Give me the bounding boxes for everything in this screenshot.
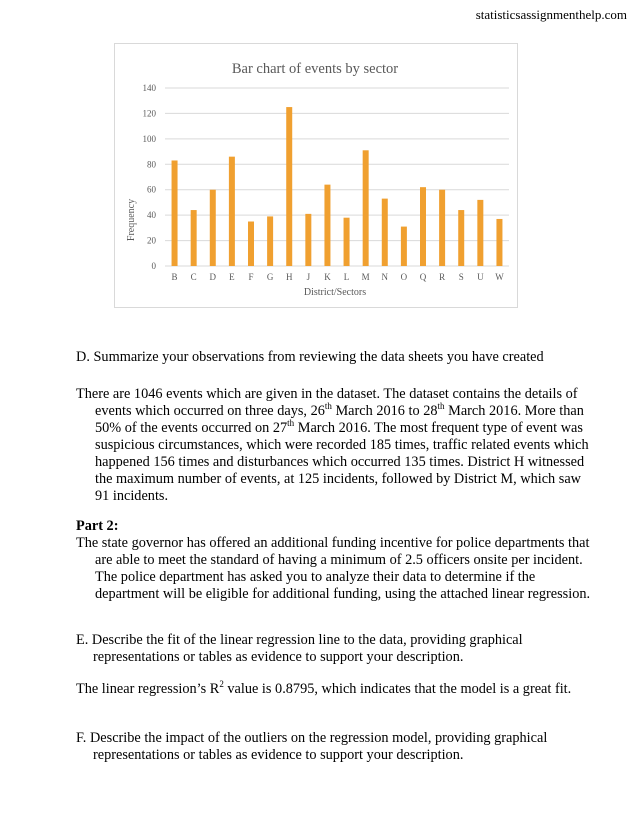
x-tick-label: E xyxy=(229,272,235,282)
answer-d-sup-2: th xyxy=(437,401,445,412)
bar-N xyxy=(382,199,388,266)
answer-e-text-1: The linear regression’s R xyxy=(76,681,220,697)
bar-Q xyxy=(420,187,426,266)
question-e: E. Describe the fit of the linear regression line to the data, providing graphical representations or tables as evidence to support your description. xyxy=(76,632,523,665)
x-tick-label: F xyxy=(248,272,254,282)
y-tick-label: 40 xyxy=(147,210,156,221)
bar-O xyxy=(401,227,407,266)
x-tick-label: O xyxy=(400,272,408,282)
answer-e xyxy=(76,681,595,698)
answer-d-text-1: There are 1046 events which are given in the dataset. The dataset contains the details of events which occurred on three days, 26 xyxy=(76,386,578,419)
chart-bars xyxy=(172,107,503,266)
bar-chart-svg xyxy=(115,44,519,309)
x-tick-label: Q xyxy=(419,272,427,282)
bar-F xyxy=(248,222,254,267)
bar-J xyxy=(305,214,311,266)
x-tick-label: W xyxy=(495,272,504,282)
answer-e-text-2: value is 0.8795, which indicates that the model is a great fit. xyxy=(223,681,572,697)
y-tick-label: 80 xyxy=(147,159,156,170)
bar-B xyxy=(172,160,178,266)
answer-e-sup: 2 xyxy=(219,679,224,690)
bar-H xyxy=(286,107,292,266)
bar-S xyxy=(458,210,464,266)
y-axis-title: Frequency xyxy=(126,198,137,242)
y-tick-label: 60 xyxy=(147,184,156,195)
bar-E xyxy=(229,157,235,266)
bar-L xyxy=(344,218,350,266)
y-tick-label: 20 xyxy=(147,235,156,246)
part2-text: The state governor has offered an additional funding incentive for police departments that are able to meet the standard of having a minimum of 2.5 officers onsite per incident. The police department has asked you to analyze their data to determine if the department will be eligible for additional funding, using the attached linear regression. xyxy=(76,535,591,602)
bar-chart xyxy=(114,43,518,308)
bar-D xyxy=(210,190,216,266)
x-tick-labels xyxy=(172,272,505,282)
x-tick-label: H xyxy=(285,272,293,282)
x-tick-label: K xyxy=(324,272,331,282)
answer-d-sup-3: th xyxy=(287,418,295,429)
x-tick-label: B xyxy=(171,272,178,282)
bar-K xyxy=(324,185,330,266)
answer-d-text-4: March 2016. The most frequent type of event was suspicious circumstances, which were recorded 185 times, traffic related events which happened 156 times and disturbances which occurred 135 times. District H witnessed the maximum number of events, at 125 incidents, followed by District M, which saw 91 incidents. xyxy=(95,420,589,504)
answer-d xyxy=(76,386,595,505)
x-tick-label: U xyxy=(477,272,484,282)
x-tick-label: N xyxy=(381,272,389,282)
x-tick-label: D xyxy=(209,272,217,282)
answer-d-text-2: March 2016 to 28 xyxy=(331,403,438,419)
question-d: D. Summarize your observations from reviewing the data sheets you have created xyxy=(76,349,544,365)
y-tick-labels xyxy=(143,83,157,271)
y-tick-label: 100 xyxy=(142,133,156,144)
x-tick-label: S xyxy=(458,272,464,282)
x-tick-label: L xyxy=(343,272,350,282)
x-axis-title: District/Sectors xyxy=(303,287,367,298)
answer-d-sup-1: th xyxy=(324,401,332,412)
question-f: F. Describe the impact of the outliers on the regression model, providing graphical representations or tables as evidence to support your description. xyxy=(76,730,548,763)
x-tick-label: R xyxy=(439,272,446,282)
bar-U xyxy=(477,200,483,266)
y-tick-label: 0 xyxy=(151,261,156,271)
site-watermark: statisticsassignmenthelp.com xyxy=(475,7,627,22)
bar-M xyxy=(363,150,369,266)
bar-G xyxy=(267,216,273,266)
answer-d-text-3: March 2016. More than 50% of the events occurred on 27 xyxy=(95,403,584,436)
x-tick-label: G xyxy=(266,272,274,282)
x-tick-label: M xyxy=(361,272,370,282)
chart-gridlines xyxy=(165,88,509,266)
part2-heading: Part 2: xyxy=(76,518,119,534)
x-tick-label: C xyxy=(190,272,197,282)
y-tick-label: 140 xyxy=(142,83,156,93)
bar-W xyxy=(496,219,502,266)
y-tick-label: 120 xyxy=(142,108,156,119)
chart-title: Bar chart of events by sector xyxy=(231,61,399,77)
bar-R xyxy=(439,190,445,266)
x-tick-label: J xyxy=(306,272,311,282)
bar-C xyxy=(191,210,197,266)
